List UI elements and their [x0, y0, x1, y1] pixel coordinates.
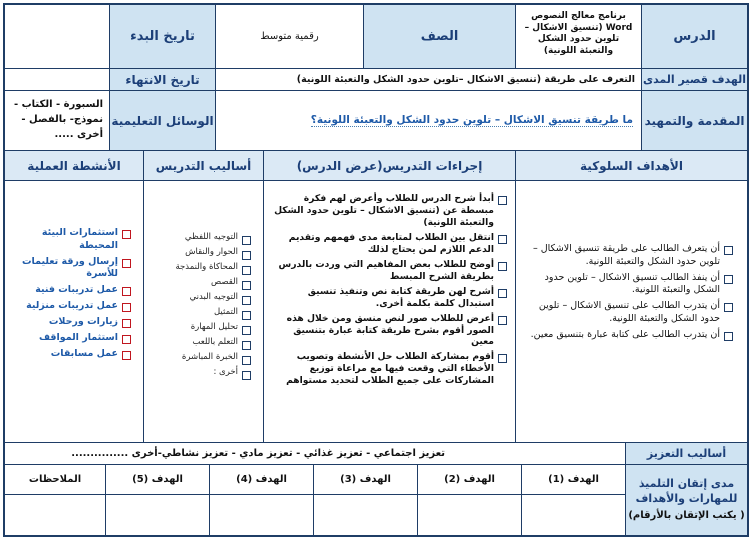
activity-text: إرسال ورقة تعليمات للأسرة [21, 255, 118, 280]
start-date-label-text: تاريخ البدء [130, 29, 195, 44]
goal-5-text: الهدف (5) [132, 474, 183, 485]
objective-item [524, 272, 733, 298]
intro-value [215, 91, 641, 151]
activities-list [9, 227, 131, 360]
start-date-value[interactable] [5, 5, 109, 69]
checkbox[interactable] [498, 235, 507, 244]
reinforcement-label [625, 443, 747, 465]
methods-header [143, 151, 263, 181]
checkbox[interactable] [122, 230, 131, 239]
goal-1-header [521, 465, 625, 495]
checkbox[interactable] [122, 351, 131, 360]
procedures-header-text: إجراءات التدريس(عرض الدرس) [296, 158, 483, 173]
checkbox[interactable] [242, 371, 251, 380]
checkbox[interactable] [724, 246, 733, 255]
procedure-item [272, 313, 507, 349]
checkbox[interactable] [724, 332, 733, 341]
methods-list [148, 233, 251, 380]
method-item [148, 368, 251, 380]
aids-label-text: الوسائل التعليمية [111, 113, 214, 128]
procedure-item [272, 193, 507, 229]
activity-item [9, 348, 131, 361]
mastery-note: ( يكتب الإتقان بالأرقام) [628, 510, 745, 522]
reinforcement-label-text: أساليب التعزيز [646, 447, 727, 460]
checkbox[interactable] [498, 262, 507, 271]
checkbox[interactable] [498, 196, 507, 205]
reinforcement-value: تعزيز اجتماعي - تعزيز غذائي - تعزيز مادي - تعزيز نشاطي-أخرى ............... [5, 443, 625, 465]
activities-list-cell [5, 181, 143, 443]
lesson-label-text: الدرس [673, 29, 716, 44]
goal-3-value[interactable] [313, 495, 417, 535]
lesson-value: برنامج معالج النصوص Word (تنسيق الاشكال – تلوين حدود الشكل والتعبئة اللونية) [515, 5, 641, 69]
method-text: التعلم باللعب [192, 337, 238, 347]
activity-item [9, 256, 131, 282]
procedure-text: انتقل بين الطلاب لمتابعة مدى فهمهم وتقديم الدعم اللازم لمن يحتاج لذلك [288, 231, 494, 255]
method-item [148, 308, 251, 320]
activity-item [9, 316, 131, 329]
method-text: القصص [210, 277, 238, 287]
procedure-text: أوضح للطلاب بعض المفاهيم التي وردت بالدرس بطريقة الشرح المبسط [278, 258, 494, 282]
checkbox[interactable] [242, 296, 251, 305]
activity-item [9, 227, 131, 253]
activity-item [9, 300, 131, 313]
intro-value-text: ما طريقة تنسيق الاشكال – تلوين حدود الشكل والتعبئة اللونية؟ [310, 114, 633, 126]
checkbox[interactable] [122, 319, 131, 328]
method-text: الخبرة المباشرة [181, 352, 238, 362]
objectives-list-cell [515, 181, 747, 443]
objective-text: أن يتعرف الطالب على طريقة تنسيق الاشكال – تلوين حدود الشكل والتعبئة اللونية. [532, 243, 720, 267]
method-item [148, 263, 251, 275]
checkbox[interactable] [122, 287, 131, 296]
method-text: التمثيل [214, 307, 238, 317]
goal-3-text: الهدف (3) [340, 474, 391, 485]
procedure-item [272, 259, 507, 283]
class-label [363, 5, 515, 69]
short-goal-label-text: الهدف قصير المدى [642, 73, 747, 86]
procedure-text: أعرض للطلاب صور لنص منسق ومن خلال هذه الصور أقوم بشرح طريقة كتابة عبارة بتنسيق معين [286, 312, 494, 348]
procedure-item [272, 286, 507, 310]
checkbox[interactable] [242, 281, 251, 290]
goal-2-text: الهدف (2) [444, 474, 495, 485]
intro-label [641, 91, 747, 151]
methods-header-text: أساليب التدريس [155, 158, 252, 173]
procedure-text: أبدأ شرح الدرس للطلاب وأعرض لهم فكرة مبسطة عن (تنسيق الاشكال – تلوين حدود الشكل والتعبئة اللونية) [274, 193, 494, 228]
notes-header-text: الملاحظات [28, 474, 82, 485]
method-text: تحليل المهارة [190, 322, 238, 332]
goal-2-header [417, 465, 521, 495]
checkbox[interactable] [122, 259, 131, 268]
objective-item [524, 243, 733, 269]
intro-label-text: المقدمة والتمهيد [644, 113, 745, 128]
mastery-label-cell [625, 465, 747, 535]
start-date-label [109, 5, 215, 69]
method-item [148, 233, 251, 245]
goal-4-text: الهدف (4) [236, 474, 287, 485]
goal-1-text: الهدف (1) [548, 474, 599, 485]
procedure-item [272, 351, 507, 387]
checkbox[interactable] [242, 326, 251, 335]
mastery-label: مدى إتقان التلميذ للمهارات والأهداف [635, 477, 738, 506]
method-item [148, 323, 251, 335]
checkbox[interactable] [242, 311, 251, 320]
method-item [148, 248, 251, 260]
aids-label [109, 91, 215, 151]
short-goal-value: التعرف على طريقة (تنسيق الاشكال –تلوين حدود الشكل والتعبئة اللونية) [215, 69, 641, 91]
procedure-text: أقوم بمشاركة الطلاب حل الأنشطة وتصويب الأخطاء التي وقعت فيها مع مراعاة توزيع المشاركات على جميع الطلاب لتحديد مستواهم [286, 351, 494, 387]
checkbox[interactable] [242, 251, 251, 260]
end-date-value[interactable] [5, 69, 109, 91]
activity-text: عمل تدريبات منزلية [26, 300, 118, 312]
aids-value: السبورة - الكتاب - نموذج- بالفصل - أخرى ..... [5, 91, 109, 151]
checkbox[interactable] [242, 356, 251, 365]
checkbox[interactable] [498, 316, 507, 325]
checkbox[interactable] [242, 236, 251, 245]
procedure-item [272, 232, 507, 256]
checkbox[interactable] [498, 354, 507, 363]
methods-list-cell [143, 181, 263, 443]
class-label-text: الصف [420, 29, 459, 44]
checkbox[interactable] [242, 341, 251, 350]
objective-text: أن يتدرب الطالب على كتابة عبارة بتنسيق معين. [530, 328, 720, 340]
procedures-header [263, 151, 515, 181]
goal-2-value[interactable] [417, 495, 521, 535]
goal-5-header [105, 465, 209, 495]
method-item [148, 278, 251, 290]
goal-5-value[interactable] [105, 495, 209, 535]
goal-1-value[interactable] [521, 495, 625, 535]
activity-text: استثمار المواقف [38, 331, 118, 343]
procedure-text: أشرح لهن طريقة كتابة نص وتنفيذ تنسيق استبدال كلمة بكلمة أخرى. [307, 285, 494, 309]
activity-item [9, 332, 131, 345]
lesson-plan-sheet [3, 3, 749, 537]
notes-header [5, 465, 105, 495]
checkbox[interactable] [724, 303, 733, 312]
checkbox[interactable] [498, 289, 507, 298]
objectives-header [515, 151, 747, 181]
checkbox[interactable] [724, 275, 733, 284]
goal-4-header [209, 465, 313, 495]
method-item [148, 293, 251, 305]
goal-3-header [313, 465, 417, 495]
checkbox[interactable] [122, 303, 131, 312]
objective-text: أن ينفذ الطالب تنسيق الاشكال – تلوين حدود الشكل والتعبئة اللونية. [544, 271, 720, 296]
method-item [148, 353, 251, 365]
short-goal-label [641, 69, 747, 91]
activity-text: عمل مسابقات [50, 347, 118, 359]
notes-value[interactable] [5, 495, 105, 535]
activity-text: عمل تدريبات فنية [35, 284, 118, 296]
end-date-label-text: تاريخ الانتهاء [125, 72, 200, 87]
activities-header [5, 151, 143, 181]
method-text: أخرى : [213, 367, 238, 377]
activity-item [9, 284, 131, 297]
activity-text: استثمارات البيئة المحيطة [41, 227, 118, 251]
activities-header-text: الأنشطة العملية [27, 158, 121, 173]
method-text: الحوار والنقاش [185, 247, 238, 257]
objective-text: أن يتدرب الطالب على تنسيق الاشكال – تلوين حدود الشكل والتعبئة اللونية. [538, 300, 720, 325]
method-text: المحاكاة والنمذجة [175, 262, 238, 272]
procedures-list [272, 193, 507, 387]
procedures-list-cell [263, 181, 515, 443]
end-date-label [109, 69, 215, 91]
checkbox[interactable] [242, 266, 251, 275]
method-text: التوجيه اللفظي [184, 232, 238, 242]
checkbox[interactable] [122, 335, 131, 344]
objectives-list [524, 243, 733, 342]
activity-text: زيارات ورحلات [48, 315, 118, 327]
lesson-label [641, 5, 747, 69]
objective-item [524, 329, 733, 342]
method-item [148, 338, 251, 350]
objective-item [524, 300, 733, 326]
objectives-header-text: الأهداف السلوكية [580, 158, 683, 173]
goal-4-value[interactable] [209, 495, 313, 535]
method-text: التوجيه البدني [189, 292, 238, 302]
class-value: رقمية متوسط [215, 5, 363, 69]
